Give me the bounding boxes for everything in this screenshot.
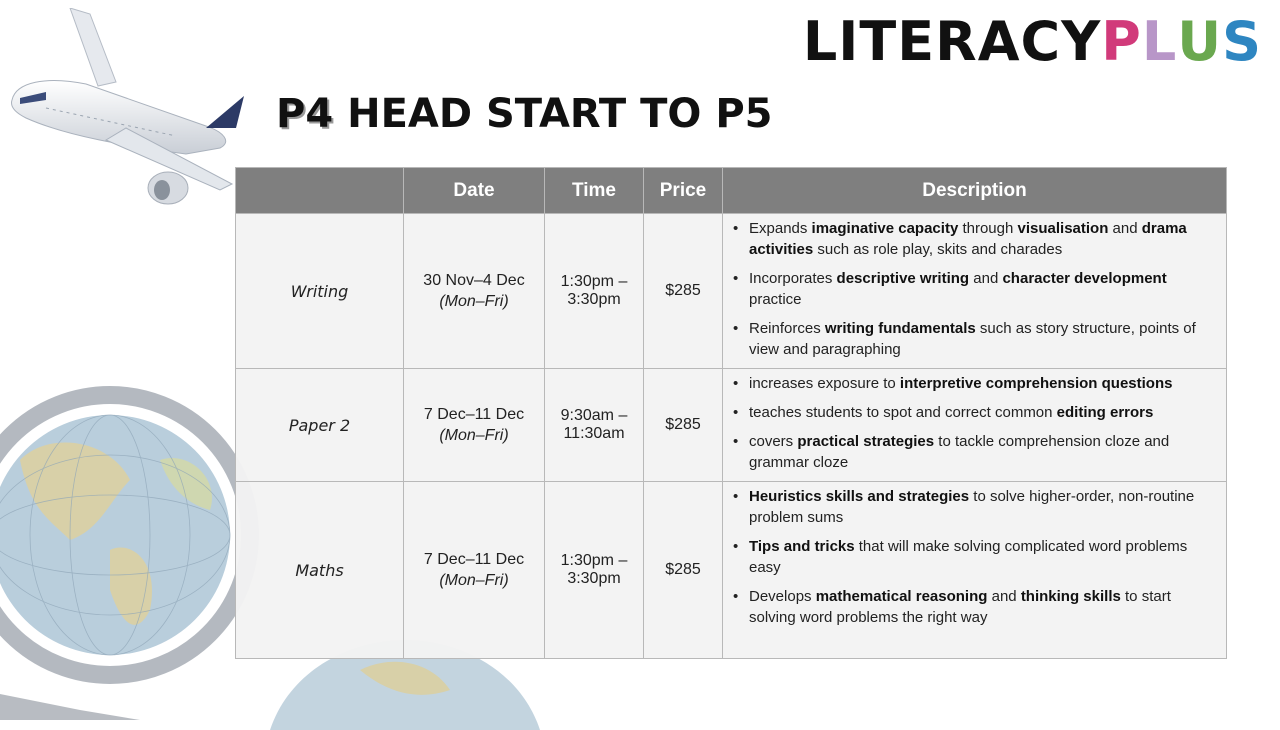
header-price: Price: [644, 168, 723, 214]
bold-text: thinking skills: [1020, 588, 1121, 605]
date-range: 30 Nov–4 Dec: [423, 271, 525, 289]
date-cell: [404, 482, 545, 659]
description-bullet: [733, 218, 1216, 260]
description-bullet: [733, 318, 1216, 360]
date-range: 7 Dec–11 Dec: [423, 550, 525, 568]
description-cell: [723, 214, 1227, 369]
price-cell: $285: [644, 482, 723, 659]
text: and: [969, 270, 1003, 287]
date-days: (Mon–Fri): [439, 292, 509, 310]
text: practice: [749, 291, 802, 308]
text: Expands: [749, 220, 812, 237]
time-cell: 1:30pm – 3:30pm: [545, 214, 644, 369]
header-description: Description: [723, 168, 1227, 214]
description-bullet: [733, 431, 1216, 473]
logo-letter: U: [1177, 10, 1223, 73]
text: and: [987, 588, 1021, 605]
text: such as story structure, points of view and paragraphing: [749, 320, 1196, 358]
title-grade: P4: [276, 91, 334, 137]
bold-text: interpretive comprehension questions: [899, 375, 1173, 392]
description-bullet: [733, 402, 1216, 423]
description-bullet: [733, 486, 1216, 528]
date-days: (Mon–Fri): [439, 571, 509, 589]
subject-cell: Paper 2: [236, 369, 404, 482]
time-cell: 9:30am – 11:30am: [545, 369, 644, 482]
text: Incorporates: [749, 270, 837, 287]
price-cell: $285: [644, 214, 723, 369]
page-title: [276, 86, 773, 142]
description-list: [733, 218, 1216, 360]
description-cell: [723, 369, 1227, 482]
text: Reinforces: [749, 320, 825, 337]
bold-text: Tips and tricks: [749, 538, 855, 555]
time-cell: 1:30pm – 3:30pm: [545, 482, 644, 659]
airplane-illustration: [6, 8, 246, 208]
bold-text: practical strategies: [797, 433, 935, 450]
table-header-row: [236, 168, 1227, 214]
bold-text: visualisation: [1017, 220, 1109, 237]
table-row: [236, 369, 1227, 482]
date-cell: [404, 214, 545, 369]
description-bullet: [733, 586, 1216, 628]
header-time: Time: [545, 168, 644, 214]
bold-text: writing fundamentals: [824, 320, 976, 337]
description-bullet: [733, 268, 1216, 310]
table-row: [236, 482, 1227, 659]
globe-illustration: [0, 290, 260, 720]
text: that will make solving complicated word problems easy: [749, 538, 1188, 576]
price-cell: $285: [644, 369, 723, 482]
bold-text: character development: [1002, 270, 1167, 287]
course-schedule-table: [235, 167, 1227, 659]
description-bullet: [733, 373, 1216, 394]
title-rest: HEAD START TO P5: [347, 91, 773, 137]
text: increases exposure to: [749, 375, 900, 392]
logo-letter: S: [1222, 10, 1262, 73]
text: to solve higher-order, non-routine problem sums: [749, 488, 1195, 526]
table-row: [236, 214, 1227, 369]
header-date: Date: [404, 168, 545, 214]
description-list: [733, 486, 1216, 628]
text: through: [958, 220, 1018, 237]
text: to start solving word problems the right way: [749, 588, 1171, 626]
subject-cell: Maths: [236, 482, 404, 659]
logo-letter: L: [1141, 10, 1178, 73]
logo-text: LITERACY: [802, 10, 1102, 73]
date-days: (Mon–Fri): [439, 426, 509, 444]
bold-text: mathematical reasoning: [815, 588, 988, 605]
bold-text: imaginative capacity: [811, 220, 959, 237]
description-bullet: [733, 536, 1216, 578]
bold-text: editing errors: [1056, 404, 1154, 421]
logo-plus-text: [1101, 10, 1262, 73]
subject-cell: Writing: [236, 214, 404, 369]
text: covers: [749, 433, 798, 450]
bold-text: descriptive writing: [836, 270, 970, 287]
bold-text: drama activities: [749, 220, 1187, 258]
text: such as role play, skits and charades: [813, 241, 1063, 258]
text: Develops: [749, 588, 816, 605]
text: to tackle comprehension cloze and grammar cloze: [749, 433, 1170, 471]
bold-text: Heuristics skills and strategies: [749, 488, 970, 505]
literacyplus-logo: [802, 10, 1262, 73]
date-cell: [404, 369, 545, 482]
text: teaches students to spot and correct common: [749, 404, 1057, 421]
description-list: [733, 373, 1216, 473]
date-range: 7 Dec–11 Dec: [423, 405, 525, 423]
text: and: [1108, 220, 1142, 237]
header-subject: [236, 168, 404, 214]
logo-letter: P: [1101, 10, 1142, 73]
description-cell: [723, 482, 1227, 659]
